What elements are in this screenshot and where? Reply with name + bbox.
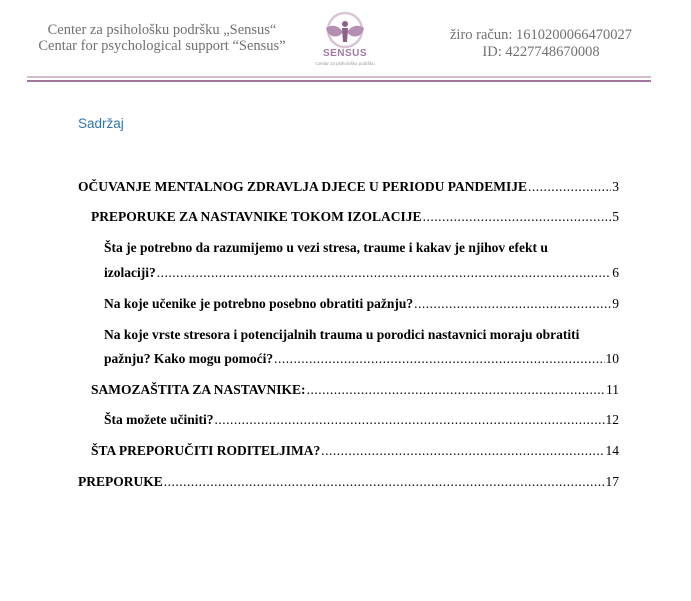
toc-entry-title: PREPORUKE ZA NASTAVNIKE TOKOM IZOLACIJE (91, 209, 422, 224)
toc-page-number: 10 (605, 351, 619, 366)
bank-account: žiro račun: 1610200066470027 (449, 27, 633, 43)
toc-entry-title: Na koje učenike je potrebno posebno obratiti pažnju? (104, 296, 414, 311)
toc-entry-9[interactable] (78, 474, 619, 490)
toc-dot-leader (214, 412, 604, 428)
toc-entry-1[interactable] (78, 179, 619, 195)
logo-wordmark: SENSUS (322, 48, 368, 59)
toc-heading: Sadržaj (78, 116, 124, 131)
toc-dot-leader (414, 296, 611, 312)
bank-details (441, 27, 641, 61)
company-id: ID: 4227748670008 (482, 44, 600, 60)
toc-entry-8[interactable] (91, 443, 619, 459)
toc-page-number: 12 (605, 412, 619, 427)
toc-entry-title: ŠTA PREPORUČITI RODITELJIMA? (91, 443, 321, 458)
toc-page-number: 6 (612, 265, 619, 280)
toc-dot-leader (321, 443, 604, 459)
sensus-logo (306, 8, 384, 72)
toc-entry-7[interactable] (104, 412, 619, 428)
toc-dot-leader (307, 382, 605, 398)
toc-entry-title: SAMOZAŠTITA ZA NASTAVNIKE: (91, 382, 306, 397)
toc-dot-leader (423, 209, 612, 225)
toc-entry-title-line1: Na koje vrste stresora i potencijalnih trauma u porodici nastavnici moraju obratiti (104, 327, 580, 342)
header-rule-light (27, 76, 651, 78)
toc-entry-3[interactable] (104, 240, 619, 281)
toc-page-number: 5 (612, 209, 619, 224)
toc-dot-leader (157, 265, 612, 281)
header-rule-dark (27, 80, 651, 82)
toc-page-number: 9 (612, 296, 619, 311)
toc-page-number: 3 (612, 179, 619, 194)
toc-entry-title: pažnju? Kako mogu pomoći? (104, 351, 274, 366)
organization-name-english: Centar for psychological support “Sensus” (38, 38, 286, 54)
page-header (0, 0, 691, 90)
toc-entry-6[interactable] (91, 382, 619, 398)
toc-dot-leader (274, 351, 604, 367)
toc-dot-leader (528, 179, 611, 195)
organization-name-local: Center za psihološku podršku „Sensus“ (47, 22, 277, 38)
toc-page-number: 17 (605, 474, 619, 489)
toc-page-number: 11 (606, 382, 619, 397)
toc-entry-4[interactable] (104, 296, 619, 312)
toc-entry-title: Šta možete učiniti? (104, 412, 214, 427)
toc-entry-title-line1: Šta je potrebno da razumijemo u vezi stresa, traume i kakav je njihov efekt u (104, 240, 548, 255)
toc-entry-title: izolaciji? (104, 265, 156, 280)
toc-page-number: 14 (605, 443, 619, 458)
toc-entry-5[interactable] (104, 327, 619, 367)
logo-tagline: Centar za psihološku podršku (315, 61, 375, 66)
toc-entry-title: OČUVANJE MENTALNOG ZDRAVLJA DJECE U PERIODU PANDEMIJE (78, 179, 528, 194)
toc-entry-title: PREPORUKE (78, 474, 163, 489)
toc-dot-leader (164, 474, 605, 490)
organization-name (28, 22, 296, 54)
toc-entry-2[interactable] (91, 209, 619, 225)
